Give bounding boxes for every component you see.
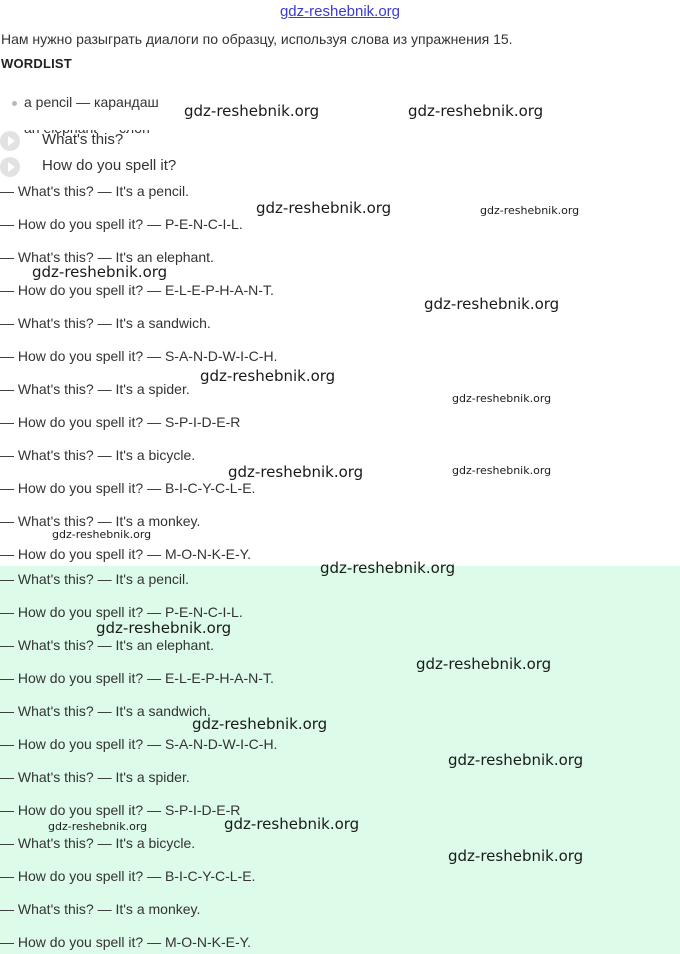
audio-label: How do you spell it?: [42, 157, 177, 174]
dialogue-line: — What's this? — It's a sandwich.: [0, 315, 211, 331]
watermark: gdz-reshebnik.org: [448, 847, 584, 865]
dialogue-line: — How do you spell it? — S-A-N-D-W-I-C-H.: [0, 736, 278, 752]
dialogue-line: — How do you spell it? — B-I-C-Y-C-L-E.: [0, 868, 256, 884]
watermark: gdz-reshebnik.org: [320, 559, 456, 577]
dialogue-line: — How do you spell it? — M-O-N-K-E-Y.: [0, 546, 252, 562]
dialogue-line: — How do you spell it? — P-E-N-C-I-L.: [0, 604, 243, 620]
dialogue-line: — What's this? — It's a bicycle.: [0, 447, 196, 463]
audio-label: What's this?: [42, 131, 124, 148]
watermark: gdz-reshebnik.org: [452, 392, 552, 405]
dialogue-line: — How do you spell it? — P-E-N-C-I-L.: [0, 216, 243, 232]
watermark: gdz-reshebnik.org: [256, 199, 392, 217]
dialogue-line: — What's this? — It's a monkey.: [0, 513, 201, 529]
dialogue-line: — How do you spell it? — M-O-N-K-E-Y.: [0, 934, 252, 950]
watermark: gdz-reshebnik.org: [192, 715, 328, 733]
watermark: gdz-reshebnik.org: [52, 528, 152, 541]
dialogue-line: — What's this? — It's a pencil.: [0, 571, 189, 587]
bullet-icon: [12, 101, 17, 106]
watermark: gdz-reshebnik.org: [480, 204, 580, 217]
watermark: gdz-reshebnik.org: [48, 820, 148, 833]
dialogue-line: — What's this? — It's a sandwich.: [0, 703, 211, 719]
dialogue-line: — What's this? — It's an elephant.: [0, 637, 214, 653]
watermark: gdz-reshebnik.org: [416, 655, 552, 673]
wordlist-heading: WORDLIST: [1, 56, 72, 71]
watermark: gdz-reshebnik.org: [228, 463, 364, 481]
dialogue-line: — What's this? — It's a spider.: [0, 769, 190, 785]
wordlist-item: [12, 94, 159, 110]
dialogue-line: — How do you spell it? — E-L-E-P-H-A-N-T.: [0, 670, 274, 686]
dialogue-line: — What's this? — It's an elephant.: [0, 249, 214, 265]
watermark: gdz-reshebnik.org: [200, 367, 336, 385]
site-link[interactable]: gdz-reshebnik.org: [279, 3, 401, 20]
watermark: gdz-reshebnik.org: [224, 815, 360, 833]
watermark: gdz-reshebnik.org: [184, 102, 320, 120]
wordlist-item-text: a pencil — карандаш: [24, 94, 159, 110]
watermark: gdz-reshebnik.org: [424, 295, 560, 313]
dialogue-line: — How do you spell it? — S-P-I-D-E-R: [0, 414, 241, 430]
dialogue-line: — What's this? — It's a pencil.: [0, 183, 189, 199]
play-icon[interactable]: [0, 131, 20, 151]
watermark: gdz-reshebnik.org: [448, 751, 584, 769]
play-icon[interactable]: [0, 157, 20, 177]
dialogue-line: — How do you spell it? — E-L-E-P-H-A-N-T.: [0, 282, 274, 298]
exercise-instruction: Нам нужно разыграть диалоги по образцу, используя слова из упражнения 15.: [1, 31, 513, 47]
dialogue-line: — How do you spell it? — S-A-N-D-W-I-C-H.: [0, 348, 278, 364]
dialogue-line: — What's this? — It's a spider.: [0, 381, 190, 397]
dialogue-line: — How do you spell it? — B-I-C-Y-C-L-E.: [0, 480, 256, 496]
audio-row[interactable]: [0, 157, 300, 177]
watermark: gdz-reshebnik.org: [452, 464, 552, 477]
dialogue-line: — How do you spell it? — S-P-I-D-E-R: [0, 802, 241, 818]
watermark: gdz-reshebnik.org: [96, 619, 232, 637]
watermark: gdz-reshebnik.org: [408, 102, 544, 120]
dialogue-line: — What's this? — It's a monkey.: [0, 901, 201, 917]
watermark: gdz-reshebnik.org: [32, 263, 168, 281]
wordlist-clip: [0, 116, 680, 130]
audio-row[interactable]: [0, 131, 300, 151]
dialogue-line: — What's this? — It's a bicycle.: [0, 835, 196, 851]
